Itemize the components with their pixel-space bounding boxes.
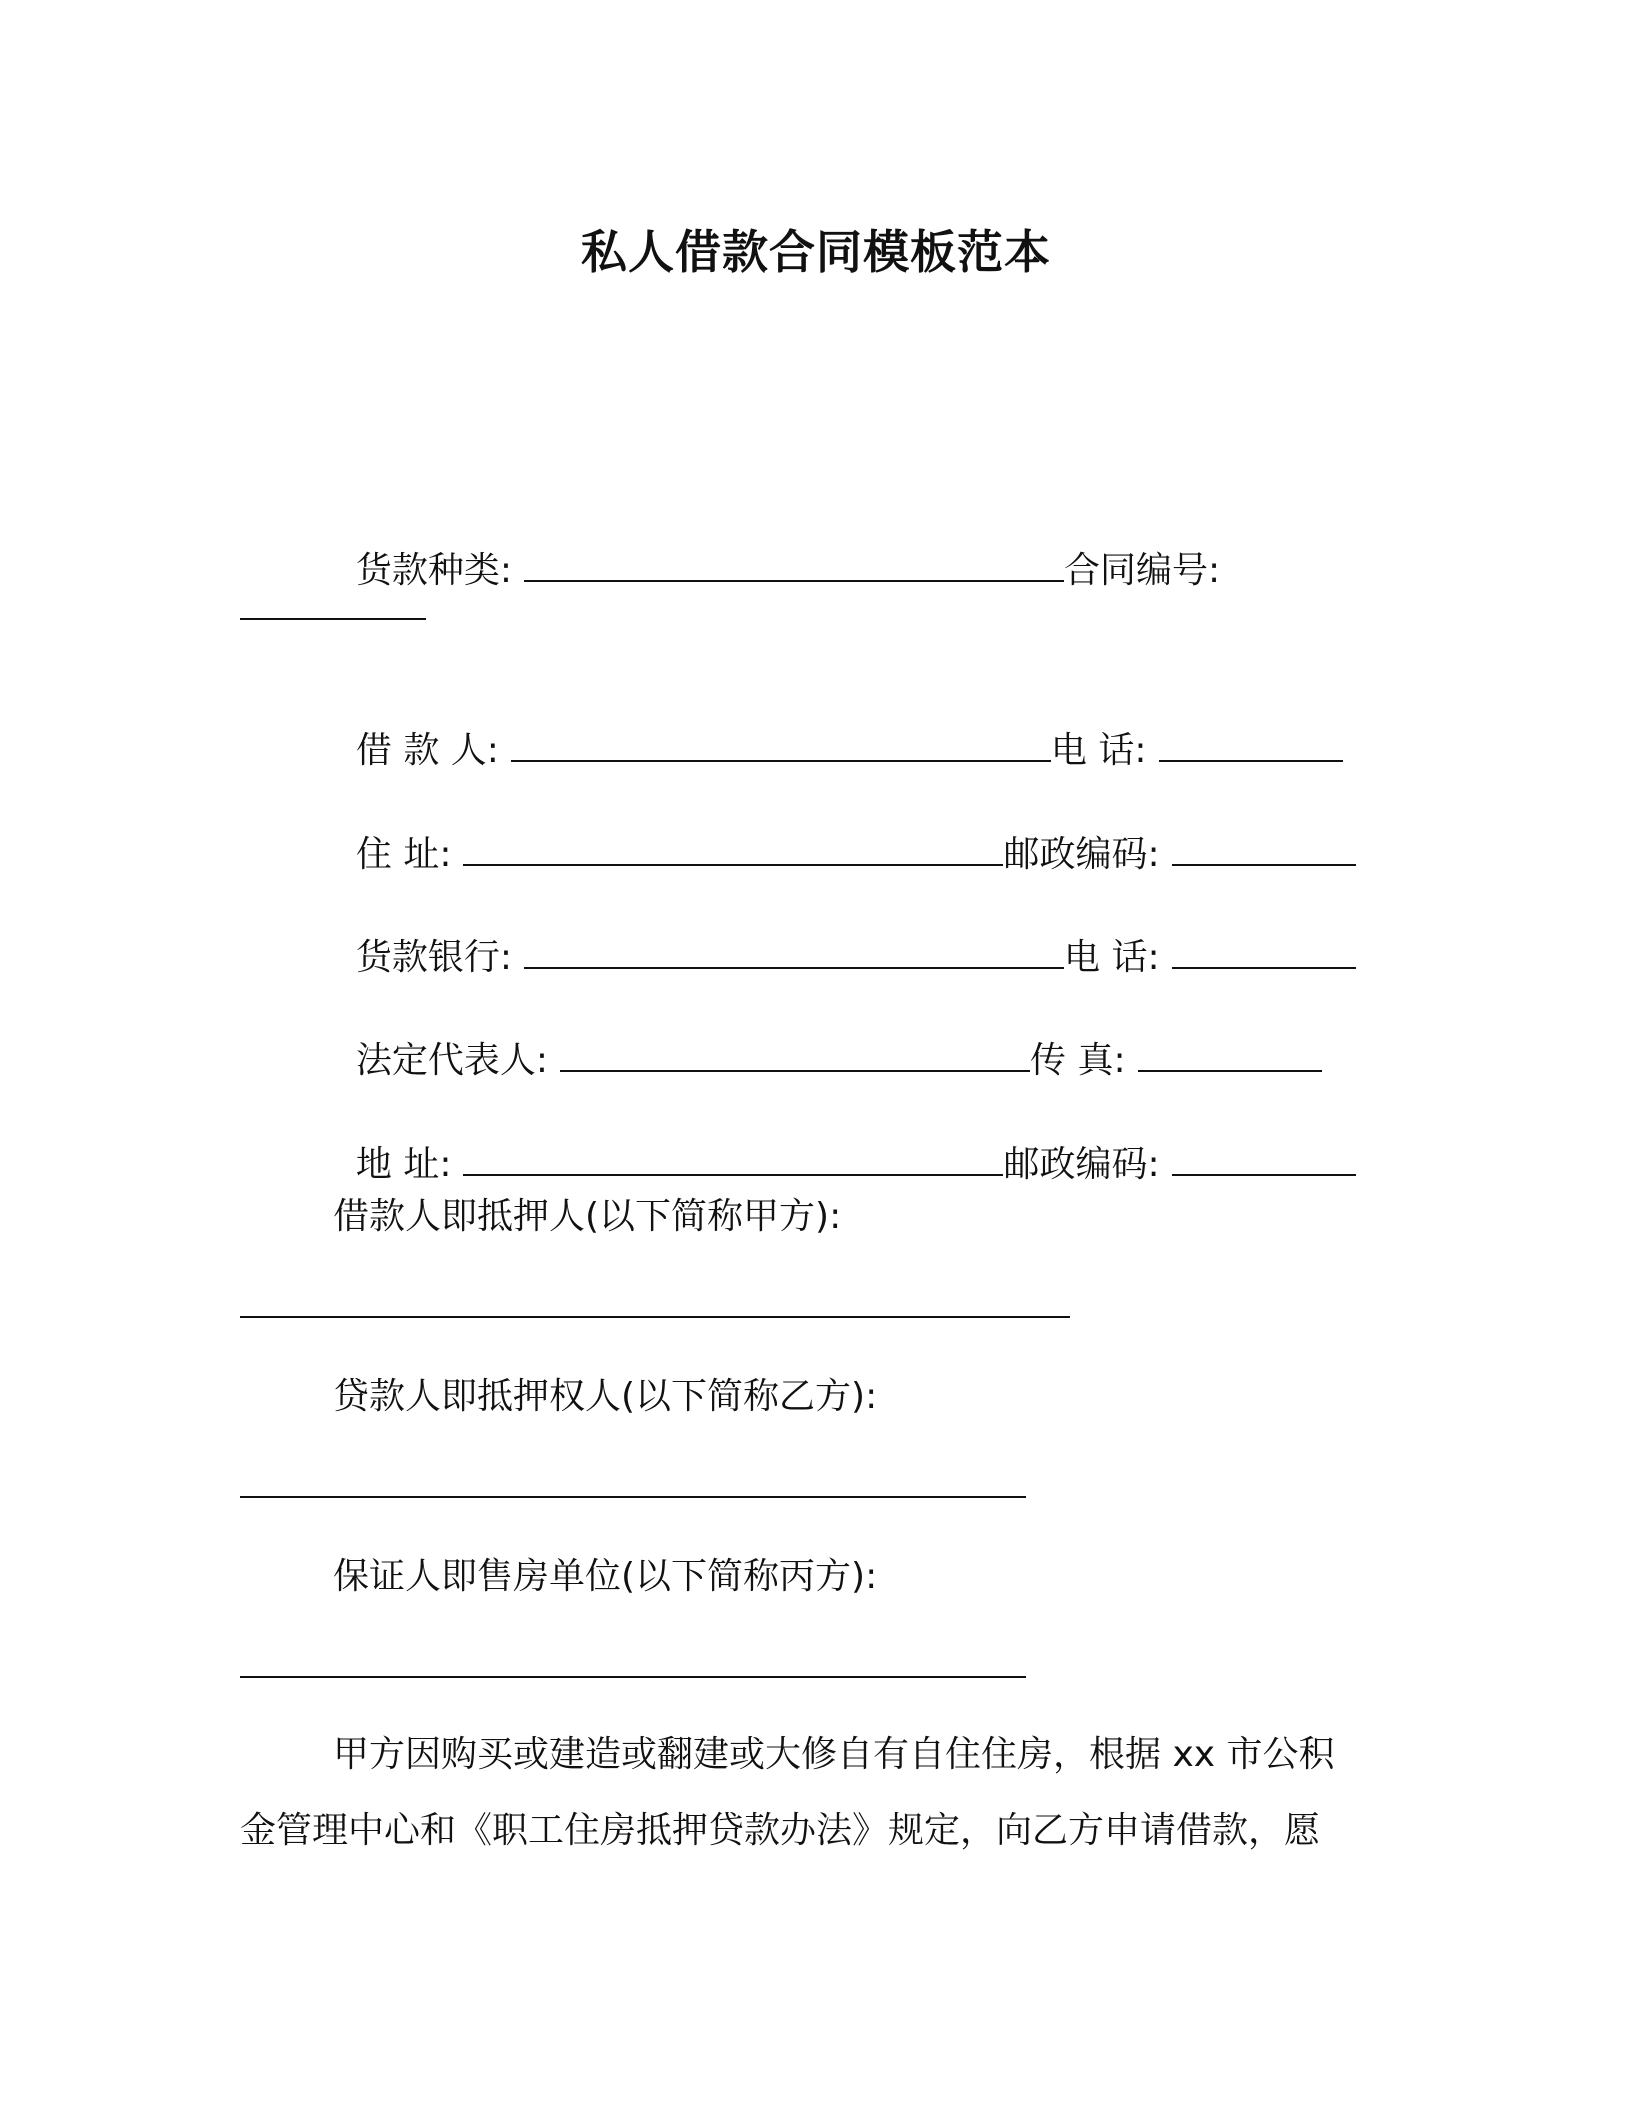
legal-rep-blank[interactable] bbox=[560, 1034, 1030, 1072]
body-paragraph-line-1: 甲方因购买或建造或翻建或大修自有自住住房，根据 xx 市公积 bbox=[333, 1734, 1335, 1775]
bank-phone-blank[interactable] bbox=[1172, 931, 1356, 969]
field-row-address bbox=[333, 778, 1356, 880]
field-row-bank-address bbox=[333, 1088, 1356, 1190]
field-label-borrower-phone: 电 话: bbox=[1050, 730, 1147, 771]
party-b-blank[interactable] bbox=[240, 1496, 1026, 1498]
address-blank[interactable] bbox=[463, 828, 1003, 866]
field-label-bank-phone: 电 话: bbox=[1064, 937, 1160, 978]
field-label-bank: 货款银行: bbox=[355, 937, 513, 978]
field-row-loan-type bbox=[333, 494, 1220, 596]
field-row-legal-rep bbox=[333, 984, 1322, 1086]
bank-address-blank[interactable] bbox=[463, 1138, 1003, 1176]
party-c-label: 保证人即售房单位(以下简称丙方): bbox=[333, 1556, 878, 1597]
document-title: 私人借款合同模板范本 bbox=[581, 225, 1051, 279]
field-label-address: 住 址: bbox=[355, 834, 452, 875]
fax-blank[interactable] bbox=[1138, 1034, 1322, 1072]
field-label-legal-rep: 法定代表人: bbox=[355, 1040, 549, 1081]
field-label-borrower: 借 款 人: bbox=[355, 730, 499, 771]
borrower-phone-blank[interactable] bbox=[1159, 724, 1343, 762]
body-paragraph-line-2: 金管理中心和《职工住房抵押贷款办法》规定，向乙方申请借款，愿 bbox=[240, 1810, 1321, 1851]
bank-blank[interactable] bbox=[524, 931, 1064, 969]
party-b-label: 贷款人即抵押权人(以下简称乙方): bbox=[333, 1376, 878, 1417]
field-label-fax: 传 真: bbox=[1030, 1040, 1126, 1081]
bank-postcode-blank[interactable] bbox=[1172, 1138, 1356, 1176]
field-label-loan-type: 货款种类: bbox=[355, 550, 513, 591]
loan-type-blank[interactable] bbox=[524, 544, 1064, 582]
party-a-label: 借款人即抵押人(以下简称甲方): bbox=[333, 1196, 842, 1237]
field-label-contract-number: 合同编号: bbox=[1064, 550, 1221, 591]
field-label-postcode: 邮政编码: bbox=[1003, 834, 1160, 875]
party-a-blank[interactable] bbox=[240, 1316, 1070, 1318]
party-c-blank[interactable] bbox=[240, 1676, 1026, 1678]
field-label-bank-address: 地 址: bbox=[355, 1144, 452, 1185]
field-row-borrower bbox=[333, 674, 1343, 776]
contract-number-blank[interactable] bbox=[240, 618, 426, 620]
borrower-blank[interactable] bbox=[511, 724, 1051, 762]
postcode-blank[interactable] bbox=[1172, 828, 1356, 866]
field-label-bank-postcode: 邮政编码: bbox=[1003, 1144, 1160, 1185]
field-row-bank bbox=[333, 881, 1356, 983]
